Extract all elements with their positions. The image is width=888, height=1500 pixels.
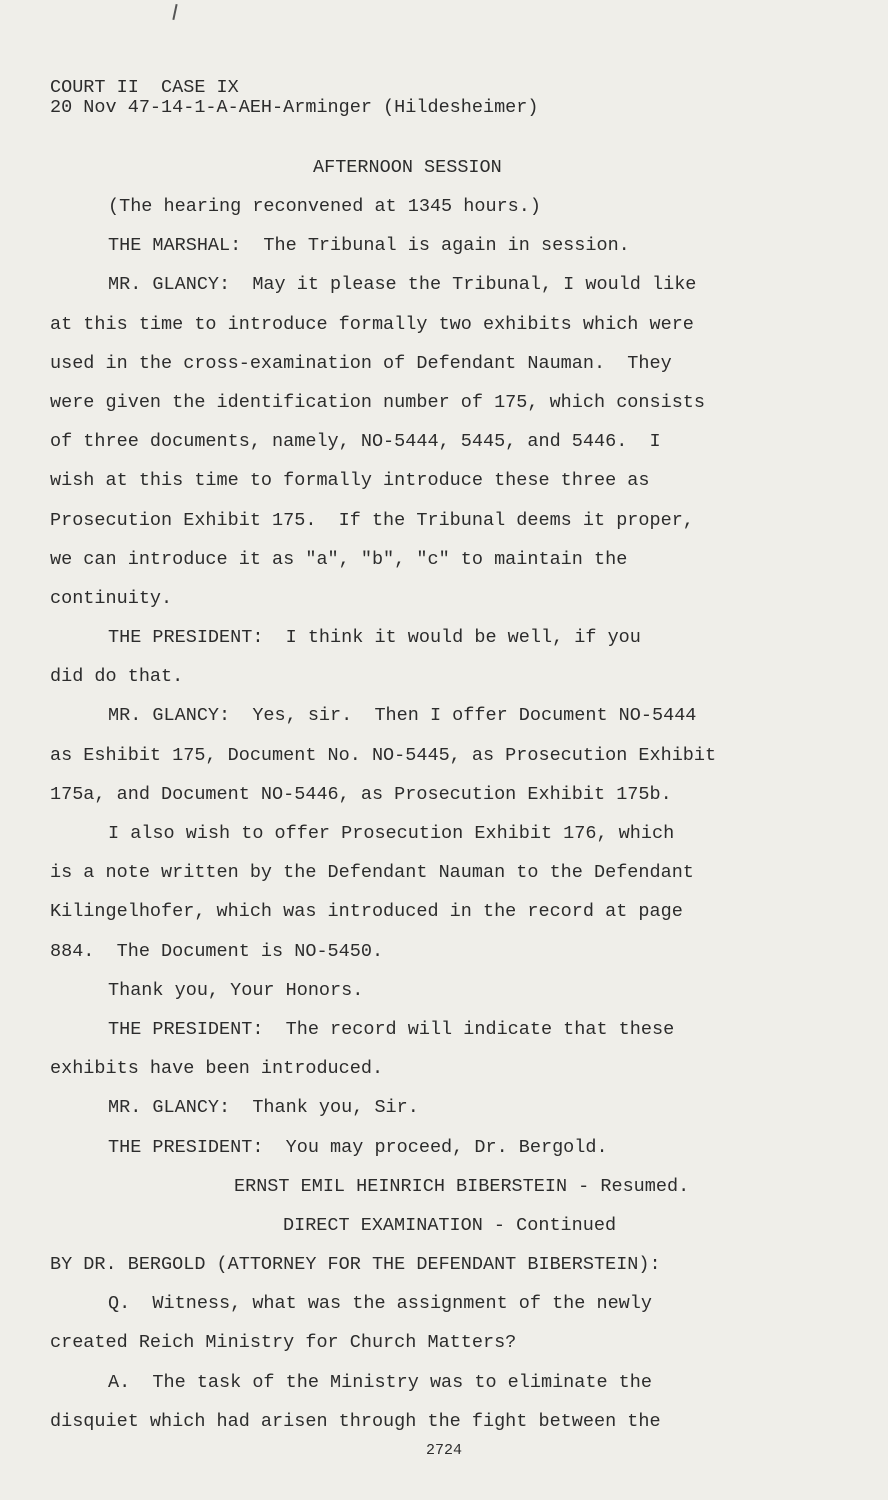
transcript-line: MR. GLANCY: Yes, sir. Then I offer Document NO-5444 — [108, 705, 697, 727]
question-line: created Reich Ministry for Church Matters? — [50, 1332, 517, 1354]
transcript-line: THE PRESIDENT: You may proceed, Dr. Bergold. — [108, 1136, 608, 1158]
transcript-line: continuity. — [50, 587, 173, 609]
session-title: AFTERNOON SESSION — [313, 157, 502, 178]
transcript-line: THE PRESIDENT: I think it would be well, if you — [108, 627, 641, 649]
transcript-line: we can introduce it as "a", "b", "c" to maintain the — [50, 548, 628, 570]
answer-line: disquiet which had arisen through the fight between the — [50, 1410, 661, 1432]
transcript-line: Prosecution Exhibit 175. If the Tribunal deems it proper, — [50, 509, 694, 531]
header-court-case: COURT II CASE IX — [50, 77, 239, 98]
transcript-line: 884. The Document is NO-5450. — [50, 940, 384, 962]
question-line: Q. Witness, what was the assignment of the newly — [108, 1293, 652, 1315]
transcript-body — [50, 187, 750, 1441]
examination-heading: DIRECT EXAMINATION - Continued — [283, 1214, 617, 1236]
transcript-line: were given the identification number of 175, which consists — [50, 391, 706, 413]
transcript-line: 175a, and Document NO-5446, as Prosecution Exhibit 175b. — [50, 783, 672, 805]
page-number: 2724 — [425, 1442, 462, 1459]
header-date-reference: 20 Nov 47-14-1-A-AEH-Arminger (Hildesheimer) — [50, 97, 539, 118]
transcript-line: THE MARSHAL: The Tribunal is again in session. — [108, 235, 630, 257]
transcript-line: MR. GLANCY: Thank you, Sir. — [108, 1097, 419, 1119]
answer-line: A. The task of the Ministry was to eliminate the — [108, 1371, 652, 1393]
transcript-line: Thank you, Your Honors. — [108, 979, 364, 1001]
transcript-line: (The hearing reconvened at 1345 hours.) — [108, 196, 541, 217]
transcript-line: Kilingelhofer, which was introduced in the record at page — [50, 901, 683, 923]
transcript-line: of three documents, namely, NO-5444, 5445, and 5446. I — [50, 431, 661, 453]
transcript-line: did do that. — [50, 666, 184, 688]
transcript-line: is a note written by the Defendant Nauman to the Defendant — [50, 862, 694, 884]
transcript-line: used in the cross-examination of Defendant Nauman. They — [50, 352, 672, 374]
transcript-line: at this time to introduce formally two exhibits which were — [50, 313, 694, 335]
examiner-line: BY DR. BERGOLD (ATTORNEY FOR THE DEFENDANT BIBERSTEIN): — [50, 1254, 661, 1276]
document-header — [50, 78, 538, 118]
transcript-line: I also wish to offer Prosecution Exhibit 176, which — [108, 823, 675, 844]
transcript-line: wish at this time to formally introduce these three as — [50, 470, 650, 492]
witness-heading: ERNST EMIL HEINRICH BIBERSTEIN - Resumed. — [234, 1175, 690, 1197]
transcript-line: as Eshibit 175, Document No. NO-5445, as Prosecution Exhibit — [50, 744, 717, 766]
pen-mark — [172, 4, 177, 20]
transcript-line: MR. GLANCY: May it please the Tribunal, I would like — [108, 274, 697, 296]
transcript-line: exhibits have been introduced. — [50, 1058, 384, 1080]
transcript-line: THE PRESIDENT: The record will indicate that these — [108, 1018, 675, 1040]
